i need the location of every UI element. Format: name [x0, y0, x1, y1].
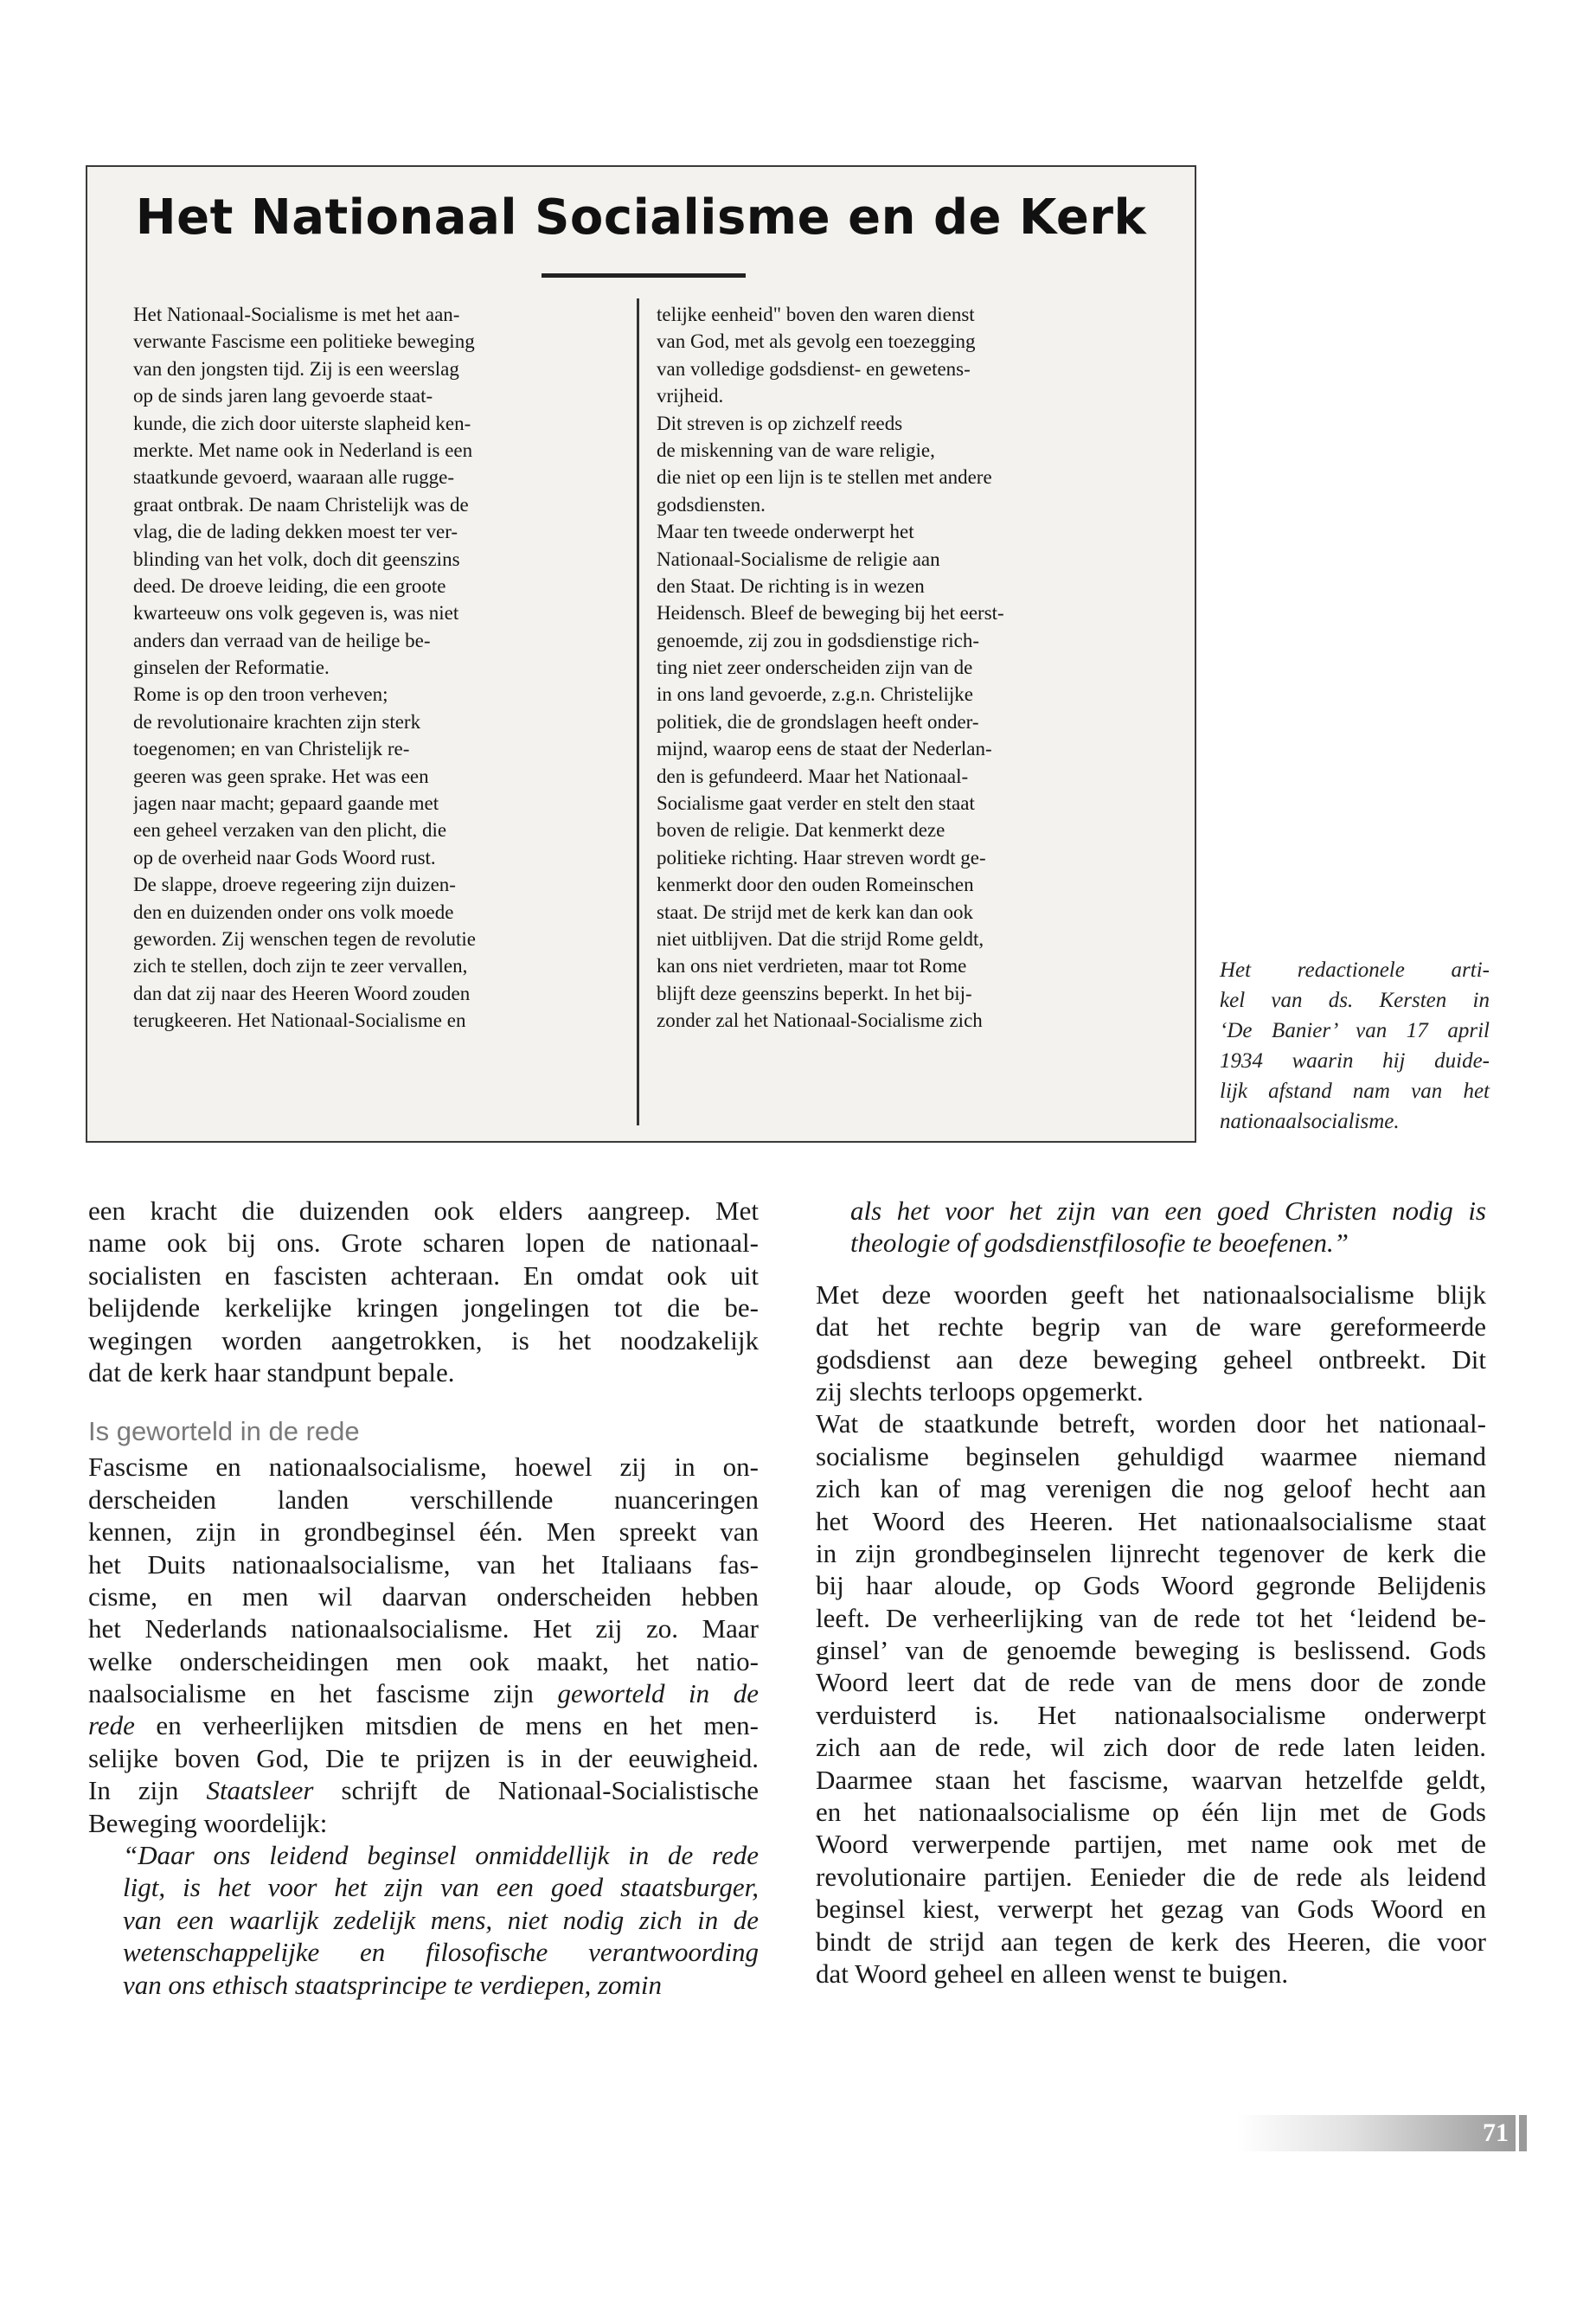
page-number-bar-end [1519, 2115, 1527, 2151]
clipping-line: de revolutionaire krachten zijn sterk [133, 710, 421, 733]
clipping-line: een geheel verzaken van den plicht, die [133, 819, 447, 842]
newspaper-clipping [86, 165, 1196, 1143]
text-line: dat het rechte begrip van de ware gereformeerde [816, 1311, 1486, 1343]
clipping-line: Rome is op den troon verheven; [133, 683, 388, 706]
clipping-line: mijnd, waarop eens de staat der Nederlan- [657, 738, 992, 760]
left-paragraph-2 [88, 1451, 759, 1839]
caption-line: kel van ds. Kersten in [1220, 989, 1490, 1012]
text-line: rede en verheerlijken mitsdien de mens en het men- [88, 1710, 759, 1741]
text-line: bij haar aloude, op Gods Woord gegronde Belijdenis [816, 1570, 1486, 1601]
clipping-line: de miskenning van de ware religie, [657, 439, 935, 461]
clipping-line: godsdiensten. [657, 493, 766, 516]
text-line: In zijn Staatsleer schrijft de Nationaal-Socialistische [88, 1775, 759, 1806]
section-gap [88, 1388, 759, 1413]
clipping-line: den is gefundeerd. Maar het Nationaal- [657, 765, 969, 787]
clipping-line: toegenomen; en van Christelijk re- [133, 738, 410, 760]
clipping-line: Heidensch. Bleef de beweging bij het eerst- [657, 602, 1004, 625]
text-line: cisme, en men wil daarvan onderscheiden hebben [88, 1580, 759, 1612]
text-line: zich kan of mag verenigen die nog geloof hecht aan [816, 1473, 1486, 1504]
clipping-line: politieke richting. Haar streven wordt ge- [657, 846, 986, 868]
body-column-right [816, 1195, 1486, 1990]
caption-line: nationaalsocialisme. [1220, 1110, 1400, 1133]
page-number-bar [1237, 2115, 1516, 2151]
clipping-line: Nationaal-Socialisme de religie aan [657, 548, 940, 570]
clipping-line: van den jongsten tijd. Zij is een weerslag [133, 357, 459, 380]
section-gap [816, 1259, 1486, 1279]
clipping-line: vrijheid. [657, 385, 724, 407]
text-line: Woord verwerpende partijen, met name ook met de [816, 1829, 1486, 1860]
text-line: leeft. De verheerlijking van de rede tot het ‘leidend be- [816, 1602, 1486, 1633]
clipping-caption [1220, 955, 1490, 1137]
text-line: een kracht die duizenden ook elders aangreep. Met [88, 1195, 759, 1226]
clipping-line: Dit streven is op zichzelf reeds [657, 412, 903, 434]
clipping-line: vlag, die de lading dekken moest ter ver- [133, 521, 458, 543]
text-line: naalsocialisme en het fascisme zijn geworteld in de [88, 1678, 760, 1709]
clipping-line: niet uitblijven. Dat die strijd Rome geldt, [657, 927, 984, 950]
clipping-line: politiek, die de grondslagen heeft onder- [657, 710, 979, 733]
text-line: zij slechts terloops opgemerkt. [816, 1375, 1144, 1407]
clipping-line: den Staat. De richting is in wezen [657, 574, 925, 597]
clipping-line: De slappe, droeve regeering zijn duizen- [133, 874, 456, 896]
clipping-line: kenmerkt door den ouden Romeinschen [657, 874, 974, 896]
clipping-line: jagen naar macht; gepaard gaande met [133, 792, 439, 815]
clipping-line: op de overheid naar Gods Woord rust. [133, 846, 436, 868]
text-line: welke onderscheidingen men ook maakt, het natio- [88, 1645, 759, 1676]
clipping-line: verwante Fascisme een politieke beweging [133, 330, 475, 353]
quote-line: “Daar ons leidend beginsel onmiddellijk in de rede [123, 1840, 759, 1871]
caption-line: lijk afstand nam van het [1220, 1080, 1490, 1103]
clipping-line: zonder zal het Nationaal-Socialisme zich [657, 1009, 983, 1032]
text-line: revolutionaire partijen. Eenieder die de rede als leidend [816, 1861, 1486, 1892]
text-line: het Woord des Heeren. Het nationaalsocialisme staat [816, 1505, 1486, 1536]
clipping-line: staatkunde gevoerd, waaraan alle rugge- [133, 466, 455, 489]
text-line: Wat de staatkunde betreft, worden door het nationaal- [816, 1408, 1486, 1439]
clipping-line: geeren was geen sprake. Het was een [133, 765, 429, 787]
text-line: socialisme beginselen gehuldigd waarmee niemand [816, 1440, 1486, 1471]
clipping-line: die niet op een lijn is te stellen met andere [657, 466, 992, 489]
clipping-line: dan dat zij naar des Heeren Woord zouden [133, 982, 471, 1004]
text-line: Met deze woorden geeft het nationaalsocialisme blijk [816, 1279, 1486, 1310]
clipping-line: kwarteeuw ons volk gegeven is, was niet [133, 602, 459, 625]
text-line: in zijn grondbeginselen lijnrecht tegenover de kerk die [816, 1537, 1486, 1568]
right-quote [816, 1195, 1486, 1259]
section-heading: Is geworteld in de rede [88, 1416, 360, 1447]
text-line: en het nationaalsocialisme op één lijn met de Gods [816, 1797, 1486, 1828]
text-line: socialisten en fascisten achteraan. En omdat ook uit [88, 1259, 759, 1291]
quote-line: wetenschappelijke en filosofische verantwoording [123, 1937, 759, 1968]
clipping-column-right [657, 301, 1176, 1035]
clipping-column-divider [637, 298, 639, 1125]
text-line: verduisterd is. Het nationaalsocialisme onderwerpt [816, 1699, 1486, 1730]
clipping-line: geworden. Zij wenschen tegen de revolutie [133, 927, 476, 950]
text-line: beginsel kiest, verwerpt het gezag van Gods Woord en [816, 1894, 1486, 1925]
text-line: dat Woord geheel en alleen wenst te buigen. [816, 1958, 1289, 1989]
text-line: name ook bij ons. Grote scharen lopen de nationaal- [88, 1227, 759, 1259]
caption-line: Het redactionele arti- [1220, 958, 1490, 982]
clipping-line: staat. De strijd met de kerk kan dan ook [657, 901, 973, 923]
quote-line: van ons ethisch staatsprincipe te verdiepen, zomin [123, 1969, 663, 2000]
text-line: Fascisme en nationaalsocialisme, hoewel zij in on- [88, 1452, 759, 1483]
clipping-line: kan ons niet verdrieten, maar tot Rome [657, 955, 967, 977]
clipping-line: in ons land gevoerde, z.g.n. Christelijke [657, 683, 974, 706]
clipping-headline-rule [542, 273, 746, 278]
caption-line: 1934 waarin hij duide- [1220, 1049, 1490, 1073]
text-line: ginsel’ van de genoemde beweging is beslissend. Gods [816, 1635, 1486, 1666]
text-line: bindt de strijd aan tegen de kerk des Heeren, die voor [816, 1926, 1486, 1957]
clipping-line: Het Nationaal-Socialisme is met het aan- [133, 304, 460, 325]
clipping-line: Socialisme gaat verder en stelt den staat [657, 792, 975, 815]
clipping-line: ting niet zeer onderscheiden zijn van de [657, 657, 973, 679]
text-line: Beweging woordelijk: [88, 1807, 328, 1838]
quote-line: van een waarlijk zedelijk mens, niet nodig zich in de [123, 1904, 759, 1935]
clipping-line: zich te stellen, doch zijn te zeer vervallen, [133, 955, 468, 977]
clipping-line: van volledige godsdienst- en gewetens- [657, 357, 971, 380]
clipping-line: genoemde, zij zou in godsdienstige rich- [657, 629, 980, 651]
page-number: 71 [1483, 2118, 1509, 2147]
clipping-line: boven de religie. Dat kenmerkt deze [657, 819, 945, 842]
clipping-line: ginselen der Reformatie. [133, 657, 330, 679]
text-line: selijke boven God, Die te prijzen is in der eeuwigheid. [88, 1742, 759, 1773]
clipping-line: blinding van het volk, doch dit geenszins [133, 548, 460, 570]
quote-line: ligt, is het voor het zijn van een goed staatsburger, [123, 1872, 759, 1903]
text-line: belijdende kerkelijke kringen jongelingen tot die be- [88, 1292, 759, 1324]
text-line: Daarmee staan het fascisme, waarvan hetzelfde geldt, [816, 1764, 1486, 1795]
text-line: godsdienst aan deze beweging geheel ontbreekt. Dit [816, 1343, 1486, 1375]
left-paragraph-1 [88, 1195, 759, 1388]
clipping-line: anders dan verraad van de heilige be- [133, 629, 431, 651]
text-line: zich aan de rede, wil zich door de rede laten leiden. [816, 1732, 1486, 1763]
clipping-line: van God, met als gevolg een toezegging [657, 330, 976, 353]
clipping-line: deed. De droeve leiding, die een groote [133, 574, 446, 597]
clipping-line: kunde, die zich door uiterste slapheid ken- [133, 412, 471, 434]
text-line: derscheiden landen verschillende nuanceringen [88, 1484, 759, 1515]
text-line: dat de kerk haar standpunt bepale. [88, 1356, 455, 1388]
clipping-line: merkte. Met name ook in Nederland is een [133, 439, 473, 461]
clipping-line: terugkeeren. Het Nationaal-Socialisme en [133, 1009, 466, 1032]
text-line: kennen, zijn in grondbeginsel één. Men spreekt van [88, 1516, 759, 1548]
quote-line: theologie of godsdienstfilosofie te beoefenen.” [850, 1227, 1349, 1259]
text-line: het Nederlands nationaalsocialisme. Het zij zo. Maar [88, 1613, 759, 1644]
right-paragraph-2 [816, 1407, 1486, 1990]
clipping-line: blijft deze geenszins beperkt. In het bij- [657, 982, 972, 1004]
right-paragraph-1 [816, 1279, 1486, 1408]
clipping-line: Maar ten tweede onderwerpt het [657, 521, 914, 543]
text-line: wegingen worden aangetrokken, is het noodzakelijk [88, 1324, 759, 1356]
caption-line: ‘De Banier’ van 17 april [1220, 1019, 1490, 1042]
clipping-line: op de sinds jaren lang gevoerde staat- [133, 385, 433, 407]
clipping-column-left [133, 301, 626, 1035]
clipping-headline: Het Nationaal Socialisme en de Kerk [135, 189, 1147, 246]
clipping-line: graat ontbrak. De naam Christelijk was de [133, 493, 469, 516]
left-quote [88, 1839, 759, 2001]
body-column-left [88, 1195, 759, 2001]
quote-line: als het voor het zijn van een goed Christen nodig is [850, 1195, 1486, 1226]
clipping-line: telijke eenheid" boven den waren dienst [657, 304, 975, 325]
text-line: het Duits nationaalsocialisme, van het Italiaans fas- [88, 1548, 759, 1580]
clipping-line: den en duizenden onder ons volk moede [133, 901, 454, 923]
text-line: Woord leert dat de rede van de mens door de zonde [816, 1667, 1486, 1698]
